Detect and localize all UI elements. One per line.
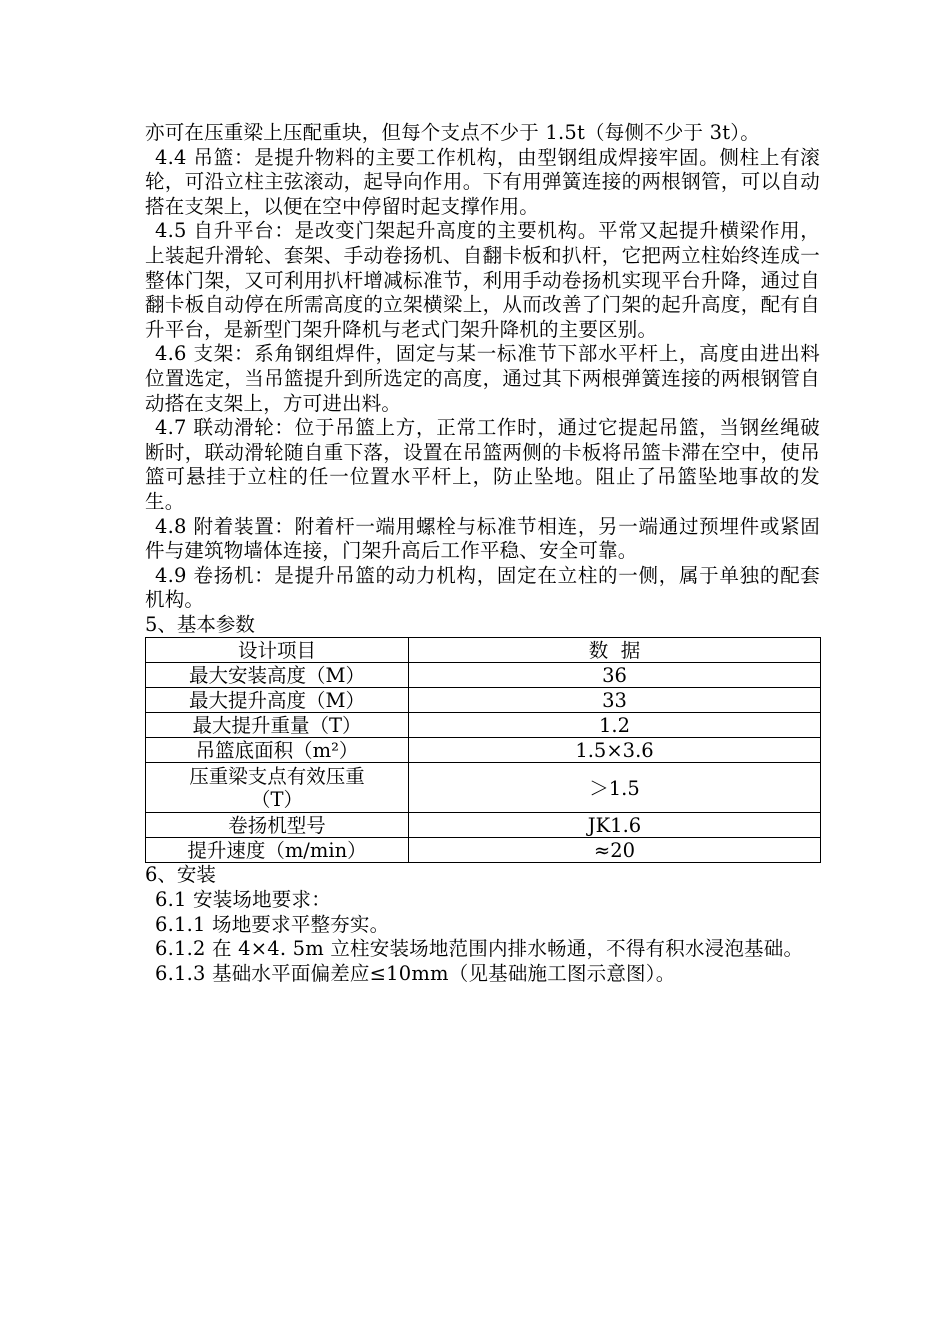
paragraph-4-9-winch: 4.9 卷扬机：是提升吊篮的动力机构，固定在立柱的一侧，属于单独的配套机构。 (145, 563, 820, 612)
table-cell-value: JK1.6 (409, 813, 821, 838)
section-6-heading: 6、安装 (145, 863, 216, 887)
table-row (146, 838, 821, 863)
table-cell-value: ≈20 (409, 838, 821, 863)
paragraph-4-4-hanging-basket: 4.4 吊篮：是提升物料的主要工作机构，由型钢组成焊接牢固。侧柱上有滚轮，可沿立柱主弦滚动，起导向作用。下有用弹簧连接的两根钢管，可以自动搭在支架上，以便在空中停留时起支撑作用。 (145, 145, 820, 218)
table-cell-value: 1.2 (409, 713, 821, 738)
table-cell-value: 36 (409, 663, 821, 688)
table-row (146, 713, 821, 738)
table-cell-item: 卷扬机型号 (146, 813, 409, 838)
paragraph-4-6-support-frame: 4.6 支架：系角钢组焊件，固定与某一标准节下部水平杆上，高度由进出料位置选定，当吊篮提升到所选定的高度，通过其下两根弹簧连接的两根钢管自动搭在支架上，方可进出料。 (145, 342, 820, 415)
paragraph-6-1-3-foundation-tolerance: 6.1.3 基础水平面偏差应≤10mm（见基础施工图示意图）。 (155, 961, 676, 985)
basic-parameters-table (145, 637, 821, 863)
table-header-row (146, 638, 821, 663)
document-page (145, 121, 820, 986)
table-row (146, 763, 821, 813)
paragraph-4-7-linkage-pulley: 4.7 联动滑轮：位于吊篮上方，正常工作时，通过它提起吊篮，当钢丝绳破断时，联动滑轮随自重下落，设置在吊篮两侧的卡板将吊篮卡滞在空中，使吊篮可悬挂于立柱的任一位置水平杆上，防止坠地。阻止了吊篮坠地事故的发生。 (145, 416, 820, 513)
table-cell-item: 吊篮底面积（m²） (146, 738, 409, 763)
paragraph-6-1-2-drainage: 6.1.2 在 4×4. 5m 立柱安装场地范围内排水畅通，不得有积水浸泡基础。 (155, 937, 804, 961)
paragraph-4-5-self-lifting-platform: 4.5 自升平台：是改变门架起升高度的主要机构。平常又起提升横梁作用，上装起升滑轮、套架、手动卷扬机、自翻卡板和扒杆，它把两立柱始终连成一整体门架，又可利用扒杆增减标准节，利用手动卷扬机实现平台升降，通过自翻卡板自动停在所需高度的立架横梁上，从而改善了门架的起升高度，配有自升平台，是新型门架升降机与老式门架升降机的主要区别。 (145, 219, 820, 341)
paragraph-continuation: 亦可在压重梁上压配重块，但每个支点不少于 1.5t（每侧不少于 3t）。 (145, 121, 760, 144)
paragraph-6-1-1-site-leveling: 6.1.1 场地要求平整夯实。 (155, 912, 390, 936)
table-row (146, 688, 821, 713)
table-cell-item: 提升速度（m/min） (146, 838, 409, 863)
table-cell-value: ＞1.5 (409, 763, 821, 813)
table-cell-item: 最大提升高度（M） (146, 688, 409, 713)
table-cell-item: 最大安装高度（M） (146, 663, 409, 688)
table-cell-item: 压重梁支点有效压重（T） (146, 763, 409, 813)
table-row (146, 663, 821, 688)
table-row (146, 813, 821, 838)
table-cell-value: 33 (409, 688, 821, 713)
table-header-item: 设计项目 (146, 638, 409, 663)
table-cell-item: 最大提升重量（T） (146, 713, 409, 738)
table-header-value: 数 据 (409, 638, 821, 663)
table-cell-value: 1.5×3.6 (409, 738, 821, 763)
paragraph-4-8-attachment-device: 4.8 附着装置：附着杆一端用螺栓与标准节相连，另一端通过预埋件或紧固件与建筑物墙体连接，门架升高后工作平稳、安全可靠。 (145, 514, 820, 563)
section-5-heading: 5、基本参数 (145, 612, 255, 636)
paragraph-6-1-site-requirements: 6.1 安装场地要求： (155, 888, 331, 912)
table-row (146, 738, 821, 763)
